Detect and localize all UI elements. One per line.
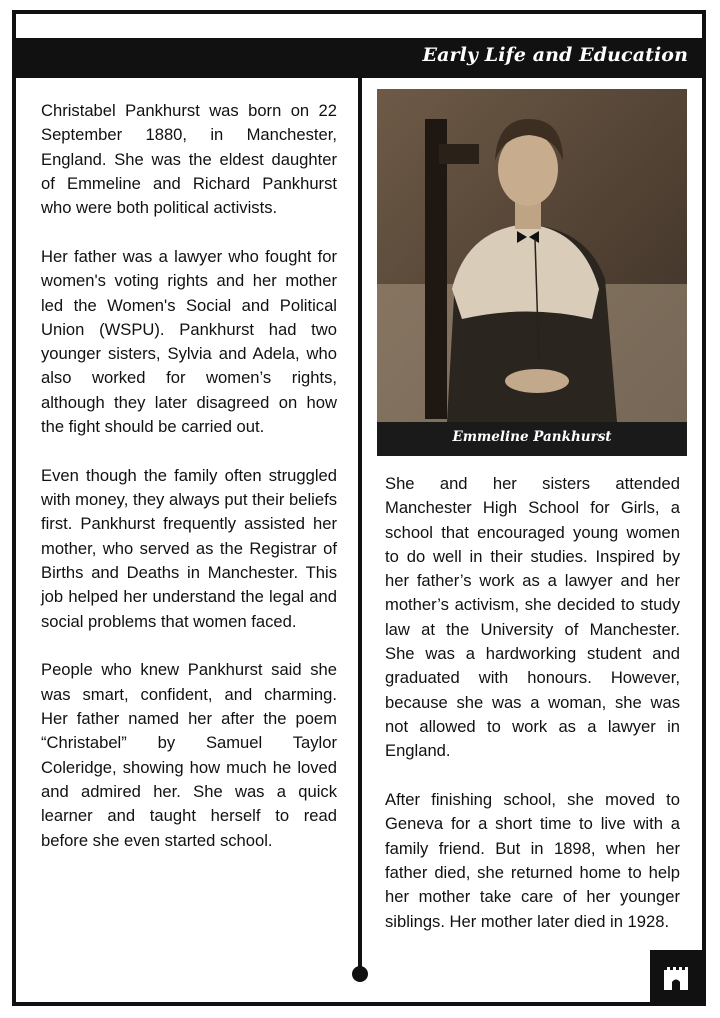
paragraph: After finishing school, she moved to Geneva for a short time to live with a family friend. But in 1898, when her father died, she returned home to help her mother take care of her younger siblings. Her mother later died in 1928. — [385, 790, 680, 931]
paragraph: People who knew Pankhurst said she was smart, confident, and charming. Her father named her after the poem “Christabel” by Samuel Taylor Coleridge, showing how much he loved and admired her. She was a quick learner and taught herself to read before she even started school. — [41, 660, 337, 850]
left-column — [41, 99, 337, 877]
section-title: Early Life and Education — [422, 44, 688, 66]
top-strip — [16, 14, 702, 38]
castle-icon — [650, 950, 702, 1002]
column-divider — [358, 78, 362, 971]
title-bar — [16, 38, 702, 78]
paragraph: She and her sisters attended Manchester High School for Girls, a school that encouraged young women to do well in their studies. Inspired by her father’s work as a lawyer and her mother’s activism, she decided to study law at the University of Manchester. She was a hardworking student and graduated with honours. However, because she was a woman, she was not allowed to work as a lawyer in England. — [385, 474, 680, 761]
portrait-photo — [377, 89, 687, 422]
portrait-figure — [377, 89, 687, 456]
paragraph: Even though the family often struggled with money, they always put their beliefs first. Pankhurst frequently assisted her mother, who served as the Registrar of Births and Deaths in Manchester. This job helped her understand the legal and social problems that women faced. — [41, 465, 337, 631]
right-column — [385, 472, 680, 958]
divider-end-dot — [352, 966, 368, 982]
paragraph: Her father was a lawyer who fought for women's voting rights and her mother led the Women's Social and Political Union (WSPU). Pankhurst had two younger sisters, Sylvia and Adela, who also worked for women’s rights, although they later disagreed on how the fight should be carried out. — [41, 246, 337, 437]
castle-logo — [650, 950, 702, 1002]
paragraph: Christabel Pankhurst was born on 22 September 1880, in Manchester, England. She was the eldest daughter of Emmeline and Richard Pankhurst who were both political activists. — [41, 101, 337, 218]
photo-caption: Emmeline Pankhurst — [452, 429, 612, 445]
